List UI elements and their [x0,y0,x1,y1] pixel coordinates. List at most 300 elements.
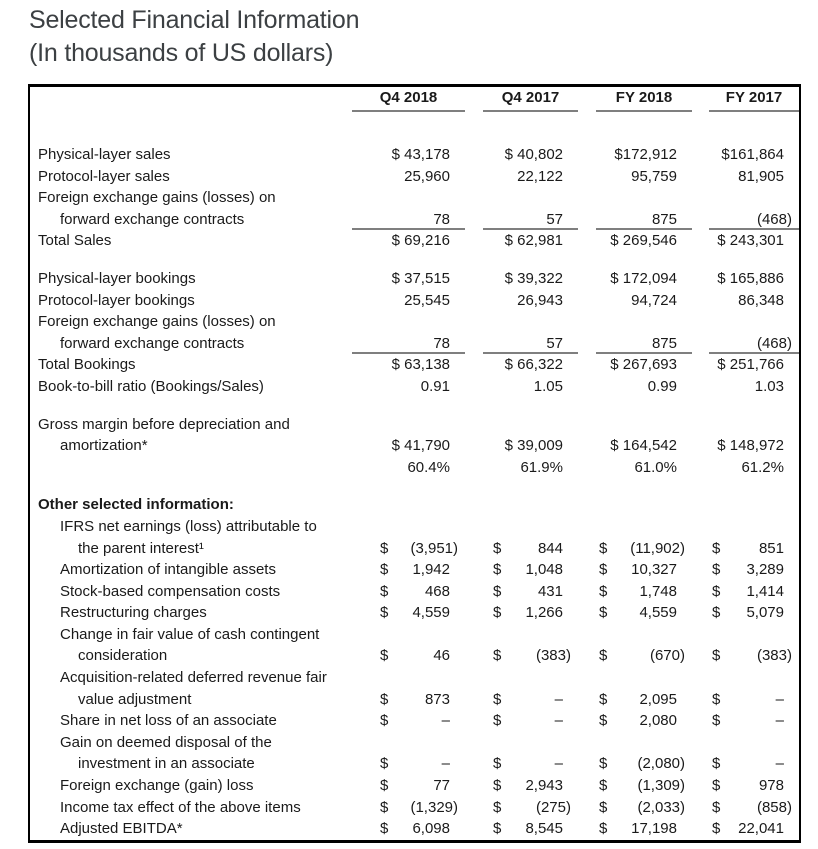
cell-value: 1,748 [639,582,677,600]
row-label: Foreign exchange gains (losses) on [38,189,276,207]
cell-value: 1.03 [754,377,784,395]
cell-q4-2017 [483,624,578,646]
cell-q4-2017 [483,732,578,754]
cell-fy-2018 [596,667,692,689]
cell-value: (468) [756,210,792,228]
cell-value: 468 [424,582,450,600]
cell-value: 26,943 [517,291,563,309]
cell-value: 61.0% [634,458,677,476]
accounting-value-group [712,710,784,732]
cell-value: 94,724 [631,291,677,309]
cell-q4-2018 [352,144,465,166]
table-row [30,457,799,479]
cell-value: 1,266 [525,604,563,622]
cell-value: $ 43,178 [391,146,450,163]
cell-fy-2018 [596,144,692,166]
accounting-value-group [493,710,563,732]
accounting-value-group [599,710,677,732]
dollar-sign: $ [380,755,389,773]
accounting-value-group [493,689,563,711]
dollar-sign: $ [712,755,721,773]
row-label: Foreign exchange gains (losses) on [38,313,276,331]
accounting-value-group [493,538,563,560]
accounting-value-group [599,602,677,624]
table-row [30,797,799,819]
cell-q4-2017 [483,667,578,689]
cell-q4-2018 [352,753,465,775]
row-label: value adjustment [78,690,192,708]
cell-q4-2017 [483,710,578,732]
accounting-value-group [599,797,685,819]
cell-value: 875 [651,210,677,228]
cell-q4-2017 [483,645,578,667]
cell-fy-2018 [596,516,692,538]
table-header-row [30,87,799,112]
row-label: Protocol-layer sales [38,167,170,185]
cell-fy-2017 [709,624,799,646]
cell-q4-2018 [352,775,465,797]
table-row [30,144,799,166]
cell-q4-2017 [483,538,578,560]
row-label: investment in an associate [78,755,255,773]
cell-q4-2017 [483,581,578,603]
cell-q4-2018 [352,667,465,689]
cell-value: 95,759 [631,167,677,185]
cell-value: (3,951) [410,539,458,557]
accounting-value-group [493,797,571,819]
cell-value: 6,098 [412,820,450,838]
cell-value: 78 [433,334,450,352]
cell-q4-2017 [483,144,578,166]
table-row [30,354,799,376]
cell-fy-2017 [709,581,799,603]
cell-fy-2018 [596,710,692,732]
cell-q4-2018 [352,209,465,231]
table-row [30,732,799,754]
cell-q4-2017 [483,797,578,819]
row-label: the parent interest¹ [78,539,204,557]
dollar-sign: $ [380,582,389,600]
cell-fy-2017 [709,457,799,479]
cell-q4-2018 [352,457,465,479]
table-row [30,516,799,538]
cell-value: 61.2% [741,458,784,476]
cell-q4-2017 [483,209,578,231]
cell-fy-2018 [596,689,692,711]
row-label: Physical-layer sales [38,146,171,163]
dollar-sign: $ [493,582,502,600]
cell-q4-2018 [352,710,465,732]
accounting-value-group [380,775,450,797]
cell-value: (1,309) [637,777,685,795]
title-line2: (In thousands of US dollars) [29,39,334,67]
cell-q4-2017 [483,689,578,711]
table-row [30,559,799,581]
cell-value: 1.05 [533,377,563,395]
cell-value: 78 [433,210,450,228]
cell-value: $ 267,693 [610,356,677,374]
cell-fy-2018 [596,457,692,479]
cell-fy-2018 [596,624,692,646]
cell-value: $161,864 [721,146,784,163]
cell-q4-2017 [483,376,578,398]
row-label: Stock-based compensation costs [60,582,281,600]
dollar-sign: $ [493,604,502,622]
cell-q4-2018 [352,333,465,355]
cell-value: $ 148,972 [717,437,784,455]
cell-value: 2,080 [639,712,677,730]
cell-fy-2017 [709,689,799,711]
row-label: amortization* [60,437,148,455]
table-row [30,667,799,689]
cell-q4-2017 [483,311,578,333]
accounting-value-group [599,689,677,711]
cell-value: $ 39,322 [504,269,563,287]
row-label: Adjusted EBITDA* [60,820,183,838]
table-row [30,166,799,188]
dollar-sign: $ [599,820,608,838]
cell-fy-2018 [596,187,692,209]
row-label: Physical-layer bookings [38,269,196,287]
cell-value: $ 269,546 [610,232,677,250]
cell-value: – [554,755,563,773]
row-label: forward exchange contracts [60,210,245,228]
accounting-value-group [493,818,563,840]
table-row [30,581,799,603]
cell-value: 0.99 [647,377,677,395]
table-row [30,710,799,732]
column-header-fy-2018: FY 2018 [596,87,692,112]
dollar-sign: $ [712,712,721,730]
cell-q4-2017 [483,290,578,312]
cell-fy-2017 [709,144,799,166]
cell-value: $ 40,802 [504,146,563,163]
cell-value: $ 243,301 [717,232,784,250]
cell-q4-2017 [483,268,578,290]
dollar-sign: $ [599,561,608,579]
cell-value: – [775,712,784,730]
table-row [30,209,799,231]
dollar-sign: $ [380,647,389,665]
cell-value: 2,095 [639,690,677,708]
cell-value: – [554,690,563,708]
cell-q4-2018 [352,624,465,646]
row-label: Protocol-layer bookings [38,291,195,309]
accounting-value-group [712,645,792,667]
column-header-q4-2018: Q4 2018 [352,87,465,112]
cell-fy-2018 [596,775,692,797]
cell-fy-2017 [709,645,799,667]
cell-fy-2018 [596,818,692,840]
cell-fy-2018 [596,559,692,581]
cell-q4-2018 [352,230,465,252]
cell-q4-2018 [352,376,465,398]
dollar-sign: $ [599,690,608,708]
table-row [30,414,799,436]
accounting-value-group [599,753,685,775]
dollar-sign: $ [599,777,608,795]
table-rows [30,112,799,840]
dollar-sign: $ [380,539,389,557]
dollar-sign: $ [712,690,721,708]
cell-q4-2018 [352,414,465,436]
cell-fy-2017 [709,775,799,797]
dollar-sign: $ [493,777,502,795]
cell-value: – [775,755,784,773]
dollar-sign: $ [712,539,721,557]
dollar-sign: $ [712,647,721,665]
cell-value: (383) [535,647,571,665]
cell-value: – [775,690,784,708]
cell-value: (1,329) [410,798,458,816]
cell-value: 25,960 [404,167,450,185]
dollar-sign: $ [712,798,721,816]
cell-fy-2017 [709,333,799,355]
cell-q4-2018 [352,797,465,819]
section-spacer [30,478,799,494]
cell-fy-2017 [709,559,799,581]
accounting-value-group [712,689,784,711]
table-row [30,689,799,711]
dollar-sign: $ [712,820,721,838]
cell-fy-2017 [709,230,799,252]
dollar-sign: $ [599,712,608,730]
row-label: Amortization of intangible assets [60,561,276,579]
cell-fy-2018 [596,333,692,355]
cell-fy-2018 [596,538,692,560]
cell-fy-2018 [596,166,692,188]
table-row [30,645,799,667]
row-label: Restructuring charges [60,604,207,622]
cell-value: 86,348 [738,291,784,309]
table-row [30,775,799,797]
section-spacer [30,112,799,144]
row-label: Income tax effect of the above items [60,798,301,816]
table-row [30,187,799,209]
table-row [30,818,799,840]
dollar-sign: $ [493,690,502,708]
cell-value: 873 [424,690,450,708]
cell-value: – [441,755,450,773]
row-label: Change in fair value of cash contingent [60,625,320,643]
cell-fy-2018 [596,797,692,819]
cell-value: 1,942 [412,561,450,579]
cell-q4-2017 [483,414,578,436]
dollar-sign: $ [712,604,721,622]
cell-q4-2017 [483,559,578,581]
accounting-value-group [712,797,792,819]
dollar-sign: $ [712,561,721,579]
accounting-value-group [599,645,685,667]
cell-q4-2017 [483,602,578,624]
cell-q4-2018 [352,689,465,711]
cell-q4-2018 [352,645,465,667]
table-row [30,376,799,398]
row-label: Foreign exchange (gain) loss [60,777,254,795]
section-spacer [30,398,799,414]
row-label: Total Bookings [38,356,136,374]
dollar-sign: $ [493,755,502,773]
cell-fy-2017 [709,494,799,516]
cell-value: 81,905 [738,167,784,185]
dollar-sign: $ [599,798,608,816]
cell-fy-2018 [596,732,692,754]
cell-fy-2017 [709,311,799,333]
dollar-sign: $ [493,798,502,816]
cell-value: 57 [546,334,563,352]
cell-fy-2018 [596,311,692,333]
cell-value: $ 172,094 [610,269,677,287]
cell-q4-2018 [352,311,465,333]
cell-fy-2017 [709,354,799,376]
dollar-sign: $ [493,712,502,730]
cell-q4-2017 [483,435,578,457]
cell-fy-2017 [709,732,799,754]
cell-value: 4,559 [639,604,677,622]
accounting-value-group [712,753,784,775]
row-label: Other selected information: [38,496,234,514]
table-row [30,753,799,775]
accounting-value-group [712,538,784,560]
cell-q4-2018 [352,732,465,754]
cell-fy-2017 [709,187,799,209]
cell-value: 22,122 [517,167,563,185]
cell-value: (670) [649,647,685,665]
dollar-sign: $ [599,582,608,600]
dollar-sign: $ [712,777,721,795]
row-label: Acquisition-related deferred revenue fair [60,669,327,687]
page-title [29,4,359,70]
cell-value: 5,079 [746,604,784,622]
accounting-value-group [599,581,677,603]
table-row [30,435,799,457]
accounting-value-group [712,581,784,603]
cell-q4-2017 [483,187,578,209]
accounting-value-group [493,602,563,624]
cell-value: $ 66,322 [504,356,563,374]
accounting-value-group [380,559,450,581]
cell-fy-2017 [709,166,799,188]
table-row [30,624,799,646]
dollar-sign: $ [599,647,608,665]
accounting-value-group [712,559,784,581]
title-line1: Selected Financial Information [29,6,360,34]
cell-value: 8,545 [525,820,563,838]
cell-q4-2017 [483,333,578,355]
cell-value: $ 164,542 [610,437,677,455]
cell-fy-2018 [596,602,692,624]
cell-value: – [441,712,450,730]
dollar-sign: $ [380,777,389,795]
cell-value: 46 [433,647,450,665]
accounting-value-group [380,645,450,667]
cell-fy-2017 [709,753,799,775]
cell-q4-2018 [352,166,465,188]
section-spacer [30,252,799,268]
accounting-value-group [599,559,677,581]
table-row [30,602,799,624]
cell-fy-2017 [709,797,799,819]
cell-value: $172,912 [614,146,677,163]
row-label: IFRS net earnings (loss) attributable to [60,517,317,535]
cell-fy-2017 [709,209,799,231]
cell-q4-2017 [483,775,578,797]
cell-fy-2018 [596,494,692,516]
accounting-value-group [599,818,677,840]
cell-value: (468) [756,334,792,352]
table-row [30,290,799,312]
accounting-value-group [380,818,450,840]
dollar-sign: $ [380,798,389,816]
column-header-q4-2017: Q4 2017 [483,87,578,112]
table-row [30,494,799,516]
cell-value: 0.91 [420,377,450,395]
cell-q4-2017 [483,166,578,188]
cell-fy-2018 [596,209,692,231]
cell-q4-2017 [483,818,578,840]
cell-value: 431 [537,582,563,600]
cell-q4-2018 [352,516,465,538]
financial-table [28,84,801,843]
dollar-sign: $ [380,604,389,622]
dollar-sign: $ [380,690,389,708]
cell-value: 57 [546,210,563,228]
table-row [30,333,799,355]
accounting-value-group [712,775,784,797]
cell-value: 22,041 [738,820,784,838]
table-row [30,311,799,333]
cell-fy-2018 [596,435,692,457]
dollar-sign: $ [380,712,389,730]
cell-fy-2017 [709,710,799,732]
cell-q4-2018 [352,494,465,516]
cell-value: 875 [651,334,677,352]
cell-value: 2,943 [525,777,563,795]
cell-fy-2018 [596,268,692,290]
accounting-value-group [712,818,784,840]
cell-q4-2018 [352,354,465,376]
cell-q4-2018 [352,187,465,209]
cell-q4-2017 [483,753,578,775]
cell-value: 60.4% [407,458,450,476]
cell-fy-2018 [596,354,692,376]
dollar-sign: $ [380,820,389,838]
cell-fy-2017 [709,290,799,312]
row-label: Total Sales [38,232,112,250]
accounting-value-group [380,753,450,775]
dollar-sign: $ [599,604,608,622]
cell-value: $ 165,886 [717,269,784,287]
cell-value: 1,048 [525,561,563,579]
column-header-fy-2017: FY 2017 [709,87,799,112]
cell-value: $ 37,515 [391,269,450,287]
row-label: Gain on deemed disposal of the [60,733,272,751]
cell-fy-2017 [709,538,799,560]
cell-q4-2018 [352,435,465,457]
cell-value: (2,080) [637,755,685,773]
cell-value: 61.9% [520,458,563,476]
cell-value: $ 41,790 [391,437,450,455]
dollar-sign: $ [380,561,389,579]
dollar-sign: $ [712,582,721,600]
cell-fy-2017 [709,667,799,689]
accounting-value-group [380,710,450,732]
cell-value: (383) [756,647,792,665]
accounting-value-group [712,602,784,624]
cell-value: 77 [433,777,450,795]
cell-value: 4,559 [412,604,450,622]
cell-value: (2,033) [637,798,685,816]
